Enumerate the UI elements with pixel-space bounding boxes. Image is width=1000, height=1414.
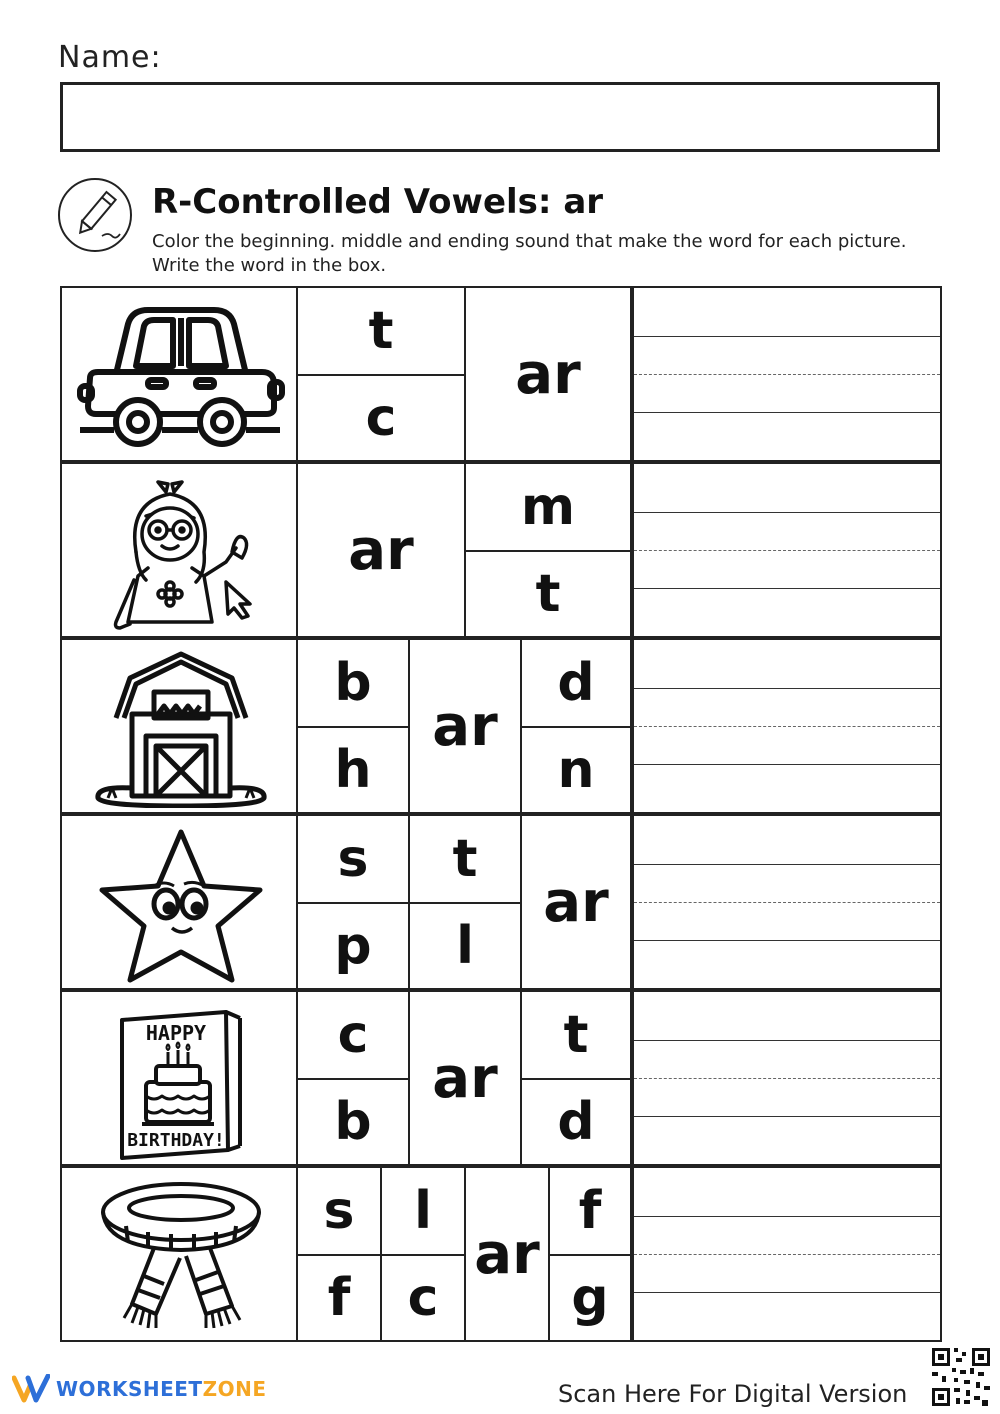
writing-box[interactable]	[632, 462, 942, 638]
letter-tile[interactable]: g	[571, 1268, 609, 1328]
writing-box[interactable]	[632, 1166, 942, 1342]
qr-code-icon[interactable]	[930, 1346, 992, 1408]
letter-tile[interactable]: s	[337, 829, 369, 889]
writing-box[interactable]	[632, 638, 942, 814]
scarf-icon	[76, 1176, 286, 1336]
brand-name-zone: ZONE	[202, 1377, 267, 1401]
letter-tile[interactable]: d	[557, 1092, 595, 1152]
worksheet-row	[60, 638, 942, 814]
letter-tile[interactable]: t	[452, 829, 478, 889]
worksheet-title: R-Controlled Vowels: ar	[152, 182, 604, 222]
picture-cell	[60, 286, 298, 462]
letter-tile[interactable]: d	[557, 653, 595, 713]
worksheet-row	[60, 814, 942, 990]
brand-logo	[12, 1374, 266, 1404]
letter-choices	[296, 286, 632, 462]
letter-tile[interactable]: h	[334, 740, 372, 800]
worksheet-row	[60, 1166, 942, 1342]
letter-tile-ar[interactable]: ar	[432, 1045, 498, 1111]
letter-tile-ar[interactable]: ar	[543, 869, 609, 935]
letter-tile[interactable]: f	[578, 1181, 602, 1241]
picture-cell	[60, 990, 298, 1166]
writing-box[interactable]	[632, 990, 942, 1166]
worksheet-row	[60, 990, 942, 1166]
letter-tile[interactable]: l	[456, 916, 474, 976]
letter-tile[interactable]: b	[334, 1092, 372, 1152]
barn-icon	[76, 648, 286, 808]
letter-choices	[296, 462, 632, 638]
pencil-icon	[58, 178, 132, 252]
instructions: Color the beginning. middle and ending sound that make the word for each picture. Write the word in the box.	[152, 231, 907, 276]
card-text-birthday: BIRTHDAY!	[127, 1130, 225, 1151]
name-label: Name:	[58, 40, 162, 75]
letter-tile[interactable]: c	[407, 1268, 439, 1328]
writing-box[interactable]	[632, 286, 942, 462]
letter-tile[interactable]: t	[535, 564, 561, 624]
worksheet-row	[60, 462, 942, 638]
name-input-box[interactable]	[60, 82, 940, 152]
brand-name-worksheet: WORKSHEET	[56, 1377, 203, 1401]
letter-choices	[296, 990, 632, 1166]
letter-tile[interactable]: b	[334, 653, 372, 713]
letter-tile[interactable]: c	[337, 1005, 369, 1065]
letter-choices	[296, 638, 632, 814]
picture-cell	[60, 1166, 298, 1342]
birthday-card-icon	[76, 1000, 286, 1160]
letter-tile[interactable]: s	[323, 1181, 355, 1241]
letter-choices	[296, 814, 632, 990]
letter-tile[interactable]: p	[334, 916, 372, 976]
car-icon	[76, 296, 286, 456]
picture-cell	[60, 462, 298, 638]
letter-tile[interactable]: t	[368, 301, 394, 361]
letter-tile[interactable]: l	[414, 1181, 432, 1241]
letter-tile-ar[interactable]: ar	[432, 693, 498, 759]
writing-box[interactable]	[632, 814, 942, 990]
letter-tile-ar[interactable]: ar	[515, 341, 581, 407]
scan-here-text: Scan Here For Digital Version	[558, 1380, 908, 1408]
star-icon	[76, 824, 286, 984]
letter-tile[interactable]: c	[365, 388, 397, 448]
picture-cell	[60, 814, 298, 990]
worksheet-table	[60, 286, 942, 1344]
letter-tile[interactable]: f	[327, 1268, 351, 1328]
letter-tile-ar[interactable]: ar	[474, 1221, 540, 1287]
letter-tile[interactable]: m	[520, 477, 576, 537]
girl-icon	[76, 472, 286, 632]
letter-tile[interactable]: t	[563, 1005, 589, 1065]
card-text-happy: HAPPY	[145, 1021, 207, 1045]
picture-cell	[60, 638, 298, 814]
letter-tile-ar[interactable]: ar	[348, 517, 414, 583]
worksheetzone-logo-icon	[12, 1374, 50, 1404]
worksheet-row	[60, 286, 942, 462]
letter-choices	[296, 1166, 632, 1342]
letter-tile[interactable]: n	[557, 740, 595, 800]
